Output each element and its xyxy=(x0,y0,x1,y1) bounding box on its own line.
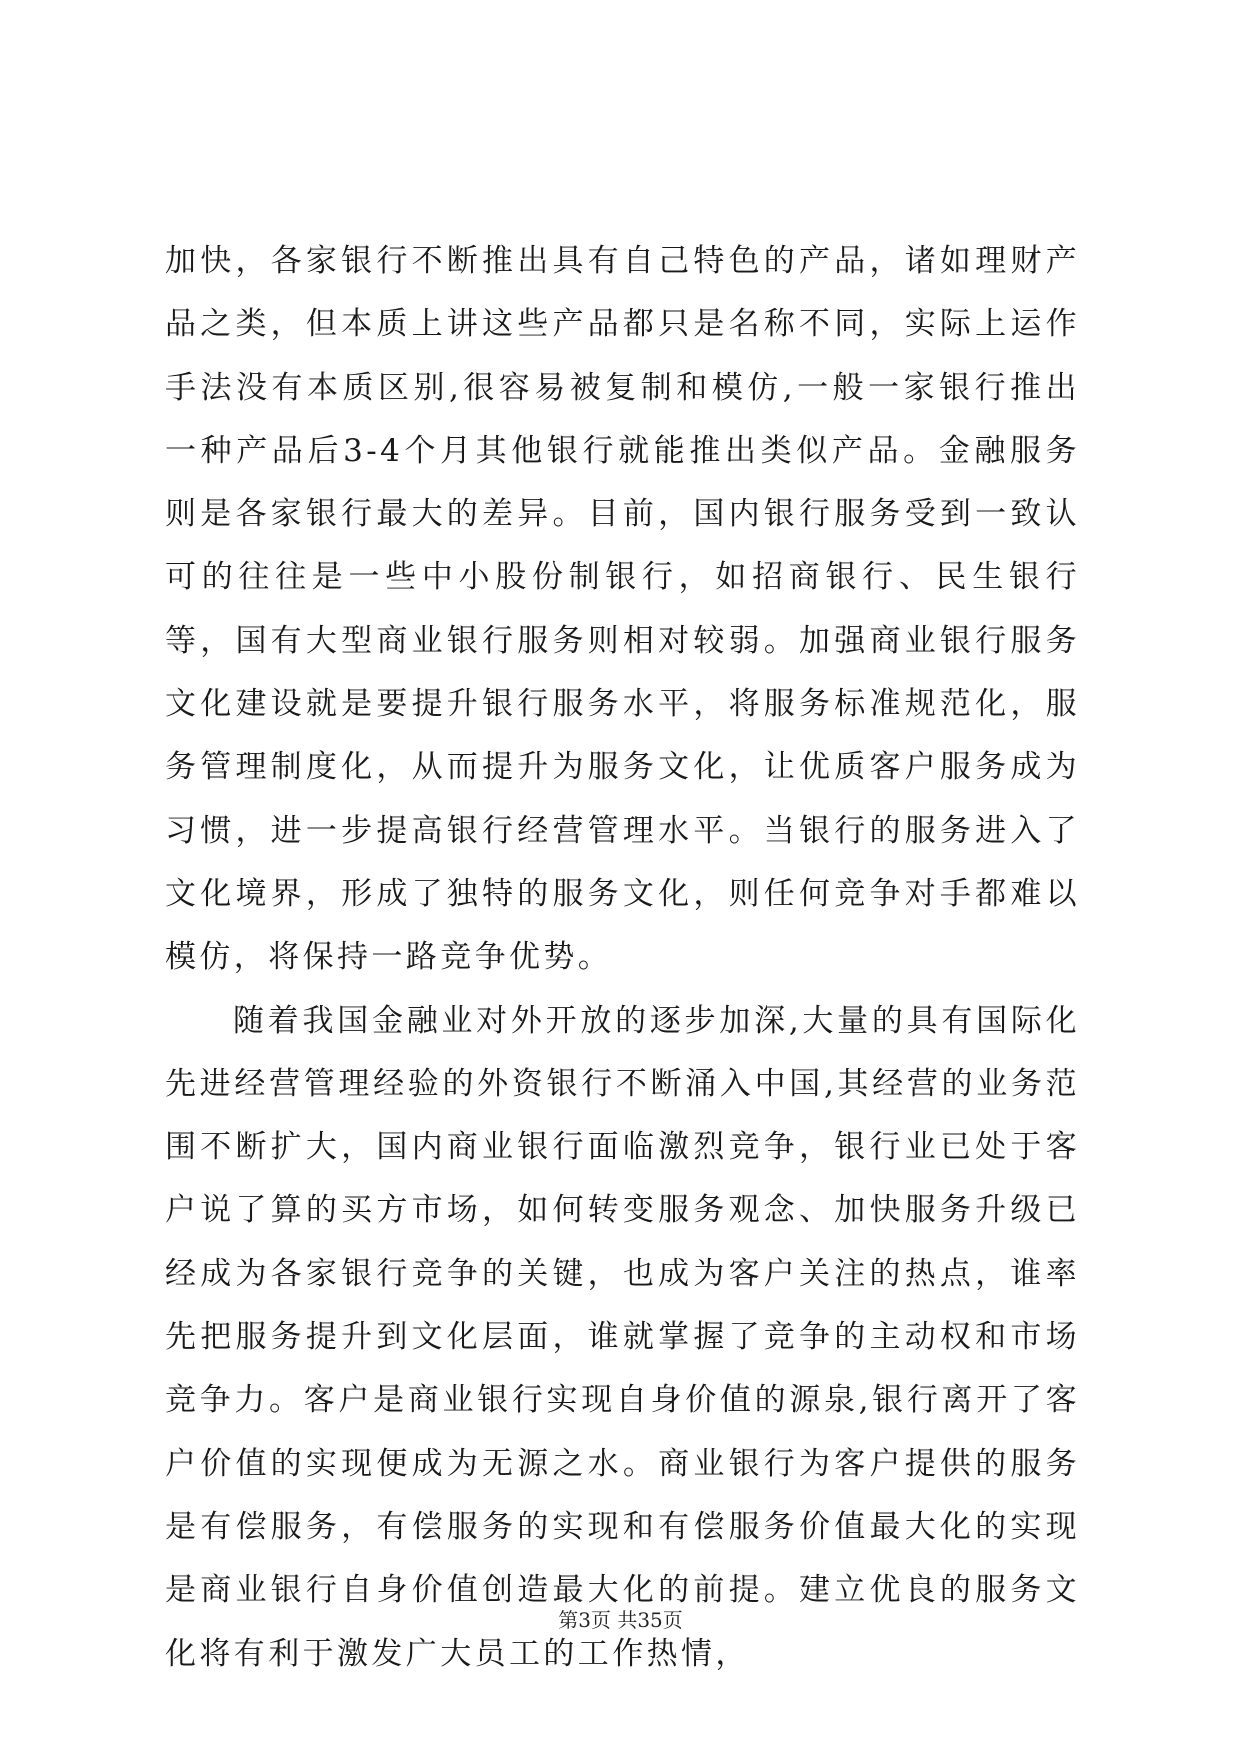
document-body xyxy=(165,230,1080,1686)
page-footer: 第3页 共35页 xyxy=(558,1608,683,1632)
paragraph-1: 加快，各家银行不断推出具有自己特色的产品，诸如理财产品之类，但本质上讲这些产品都只是名称不同，实际上运作手法没有本质区别,很容易被复制和模仿,一般一家银行推出一种产品后3-4个月其他银行就能推出类似产品。金融服务则是各家银行最大的差异。目前，国内银行服务受到一致认可的往往是一些中小股份制银行，如招商银行、民生银行等，国有大型商业银行服务则相对较弱。加强商业银行服务文化建设就是要提升银行服务水平，将服务标准规范化，服务管理制度化，从而提升为服务文化，让优质客户服务成为习惯，进一步提高银行经营管理水平。当银行的服务进入了文化境界，形成了独特的服务文化，则任何竞争对手都难以模仿，将保持一路竞争优势。 xyxy=(165,243,1080,976)
paragraph-2: 随着我国金融业对外开放的逐步加深,大量的具有国际化先进经营管理经验的外资银行不断涌入中国,其经营的业务范围不断扩大，国内商业银行面临激烈竞争，银行业已处于客户说了算的买方市场，如何转变服务观念、加快服务升级已经成为各家银行竞争的关键，也成为客户关注的热点，谁率先把服务提升到文化层面，谁就掌握了竞争的主动权和市场竞争力。客户是商业银行实现自身价值的源泉,银行离开了客户价值的实现便成为无源之水。商业银行为客户提供的服务是有偿服务，有偿服务的实现和有偿服务价值最大化的实现是商业银行自身价值创造最大化的前提。建立优良的服务文化将有利于激发广大员工的工作热情， xyxy=(165,1002,1080,1672)
